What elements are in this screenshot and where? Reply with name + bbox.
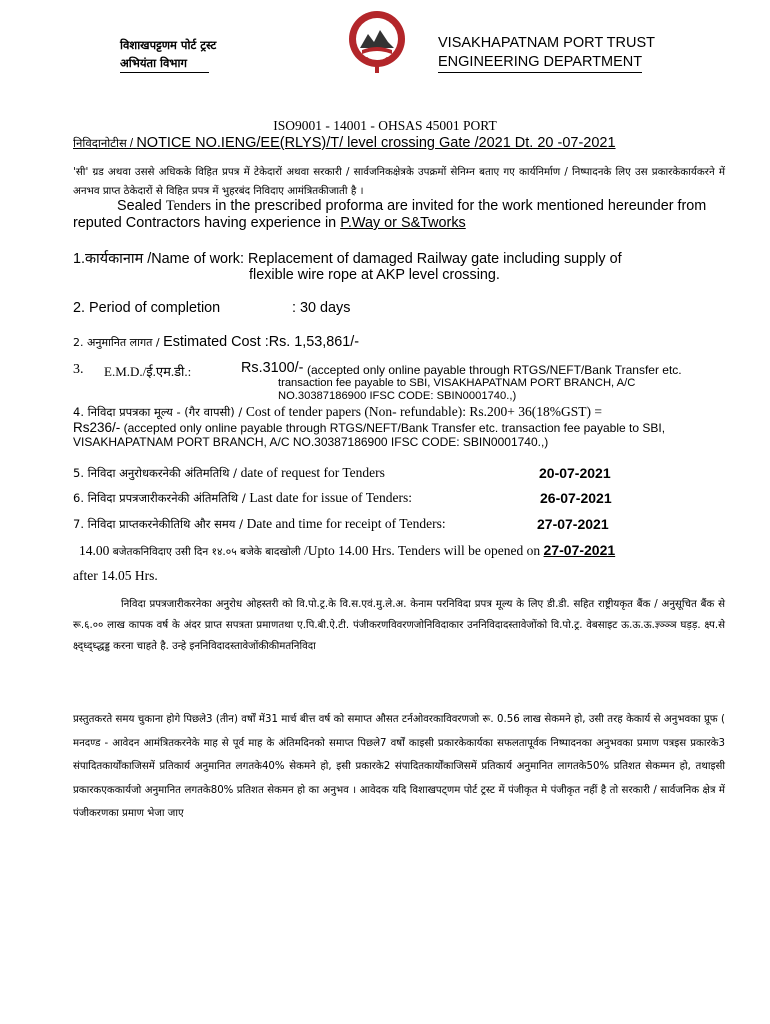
intro-tenders: Tenders <box>165 198 212 214</box>
notice-line <box>73 135 616 151</box>
opening-line <box>79 542 615 559</box>
name-of-work: 1.कार्यकानाम /Name of work: Replacement of damaged Railway gate including supply of <box>73 251 622 267</box>
date-issue-hindi: 6. निविदा प्रपत्रजारीकरनेकी अंतिमतिथि / <box>73 491 250 505</box>
notice-number: NOTICE NO.IENG/EE(RLYS)/T/ level crossing Gate /2021 Dt. 20 -07-2021 <box>136 135 616 151</box>
emd-value: Rs.3100/- <box>241 360 304 376</box>
intro-experience: P.Way or S&Tworks <box>340 215 466 231</box>
dept-name: ENGINEERING DEPARTMENT <box>438 53 642 73</box>
date-request-hindi: 5. निविदा अनुरोधकरनेकी अंतिमतिथि / <box>73 466 241 480</box>
intro-mid: in the prescribed proforma are invited for the work mentioned hereunder from reputed Contractors having experience in <box>73 198 707 231</box>
opening-date: 27-07-2021 <box>543 542 616 558</box>
dept-name-hindi: अभियंता विभाग <box>120 54 209 73</box>
tender-cost-value: Rs236/- <box>73 420 121 435</box>
org-header-hindi <box>120 36 216 73</box>
emd-note-3: NO.30387186900 IFSC CODE: SBIN0001740.,) <box>278 390 517 402</box>
date-receipt-hindi: 7. निविदा प्राप्तकरनेकीतिथि और समय / <box>73 517 247 531</box>
date-receipt-row <box>73 516 446 532</box>
opening-en: /Upto 14.00 Hrs. Tenders will be opened on <box>300 543 544 558</box>
org-name-hindi: विशाखपट्टणम पोर्ट ट्रस्ट <box>120 38 217 52</box>
opening-hindi: बजेतकनिविदाए उसी दिन १४.०५ बजेके बादखोली <box>112 546 301 558</box>
date-request-row <box>73 465 385 481</box>
tender-cost-hindi: 4. निविदा प्रपत्रका मूल्य - (गैर वापसी) / <box>73 405 246 419</box>
org-name: VISAKHAPATNAM PORT TRUST <box>438 35 656 51</box>
intro-english <box>73 198 729 232</box>
date-request-value: 20-07-2021 <box>539 465 611 481</box>
cost-en: Estimated Cost :Rs. 1,53,861/- <box>163 334 360 350</box>
date-request-en: date of request for Tenders <box>240 465 385 480</box>
date-issue-row <box>73 490 412 506</box>
notice-prefix-hindi: निविदानोटीस / <box>73 138 137 150</box>
org-header <box>438 34 655 73</box>
emd-label: E.M.D./ई.एम.डी.: <box>104 364 192 379</box>
cost-hindi: 2. अनुमानित लागत / <box>73 336 164 349</box>
para-hindi-2: प्रस्तुतकरते समय चुकाना होगे पिछले3 (तीन) वर्षों में31 मार्च बीत्त वर्ष को समाप्त औसत टर्नओवरकाविवरणजो रू. 0.56 लाख सेकमने हो, उसी तरह केकार्य से अनुभवका प्रूफ ( मनदण्ड - आवेदन आमंत्रितकरनेके माह से पूर्व माह के अंतिमदिनको समाप्त पिछले7 वर्षों काइसी प्रकारकेकार्यका सफलतापूर्वक निष्पादनका अनुभवका प्रमाण पत्रइस प्रकारके3 संपादितकार्योंकाजिसमें प्रतिकार्य अनुमानित लगतके40% सेकमने हो, इसी प्रकारके2 संपादितकार्योंकाजिसमें प्रतिकार्य अनुमानित लागतके50% प्रतिशत सेकम्मन हो, तथाइसी प्रकारकएककार्यजो अनुमानित लगतके80% प्रतिशत सेकमन हो का अनुभव । आवेदक यदि विशाखपट्णम पोर्ट ट्रस्ट में पंजीकृत मे पंजीकृत नहीं है तो सरकारी / सार्वजनिक क्षेत्र में पंजीकरणका प्रमाण भेजा जाए <box>73 714 725 819</box>
emd-note-1: (accepted only online payable through RTGS/NEFT/Bank Transfer etc. <box>307 363 682 377</box>
port-trust-emblem-icon <box>346 8 408 74</box>
emd-note-2: transaction fee payable to SBI, VISAKHAPATNAM PORT BRANCH, A/C <box>278 377 636 389</box>
date-issue-value: 26-07-2021 <box>540 490 612 506</box>
opening-pre: 14.00 <box>79 543 113 558</box>
tender-cost <box>73 404 602 420</box>
emd-num: 3. <box>73 362 84 377</box>
date-issue-en: Last date for issue of Tenders: <box>249 490 412 505</box>
tender-cost-en: Cost of tender papers (Non- refundable): Rs.200+ 36(18%GST) = <box>245 404 602 419</box>
intro-pre: Sealed <box>117 198 166 214</box>
tender-cost-line2 <box>73 420 665 436</box>
intro-hindi: 'सी' ग्रड अथवा उससे अधिकके विहित प्रपत्र में टेकेदारों अथवा सरकारी / सार्वजनिकक्षेत्रके उपक्रमों सेनिम्न बताए गए कार्यनिर्माण / निष्पादनके लिए उस प्रकारकेकार्यकरने में अनभव प्राप्त ठेकेदारों से विहित प्रपत्र में भुहरबंद निविदाए आमंत्रितकीजाती है । <box>73 166 725 197</box>
date-receipt-en: Date and time for receipt of Tenders: <box>246 516 446 531</box>
tender-cost-note-2: VISAKHAPATNAM PORT BRANCH, A/C NO.30387186900 IFSC CODE: SBIN0001740.,) <box>73 435 549 449</box>
para-hindi-1: निविदा प्रपत्रजारीकरनेका अनुरोध ओहस्तरी को वि.पो.ट्र.के वि.स.एवं.मु.ले.अ. केनाम परनिविदा प्रपत्र मूल्य के लिए डी.डी. सहित राष्ट्रीयकृत बैंक / अनुसूचित बैंक से रू.६.०० लाख कापक वर्ष के अंदर प्राप्त सपत्रता प्रमाणतथा ए.पि.बी.ऐ.टी. पंजीकरणविवरणजोनिविदाकार उननिविदादस्तावेजोंको वि.पो.ट्र. वेबसाइट ऊ.ऊ.ऊ.ज्ञ्ञ्ञ्ञ घड़ड़. क्ष्प.से क्ष्द्ध्द्ध्द्धड्ड करना चाहते है. उन्हे इननिविदादस्तावेजोंकीकीमतनिविदा <box>73 599 725 652</box>
tender-cost-note: (accepted only online payable through RTGS/NEFT/Bank Transfer etc. transaction fee payable to SBI, <box>120 421 666 435</box>
opening-after: after 14.05 Hrs. <box>73 568 158 583</box>
iso-line: ISO9001 - 14001 - OHSAS 45001 PORT <box>273 118 497 133</box>
date-receipt-value: 27-07-2021 <box>537 516 609 532</box>
estimated-cost <box>73 334 359 350</box>
name-of-work-cont: flexible wire rope at AKP level crossing. <box>249 267 500 283</box>
period-label: 2. Period of completion <box>73 300 221 316</box>
period-value: : 30 days <box>292 300 351 316</box>
